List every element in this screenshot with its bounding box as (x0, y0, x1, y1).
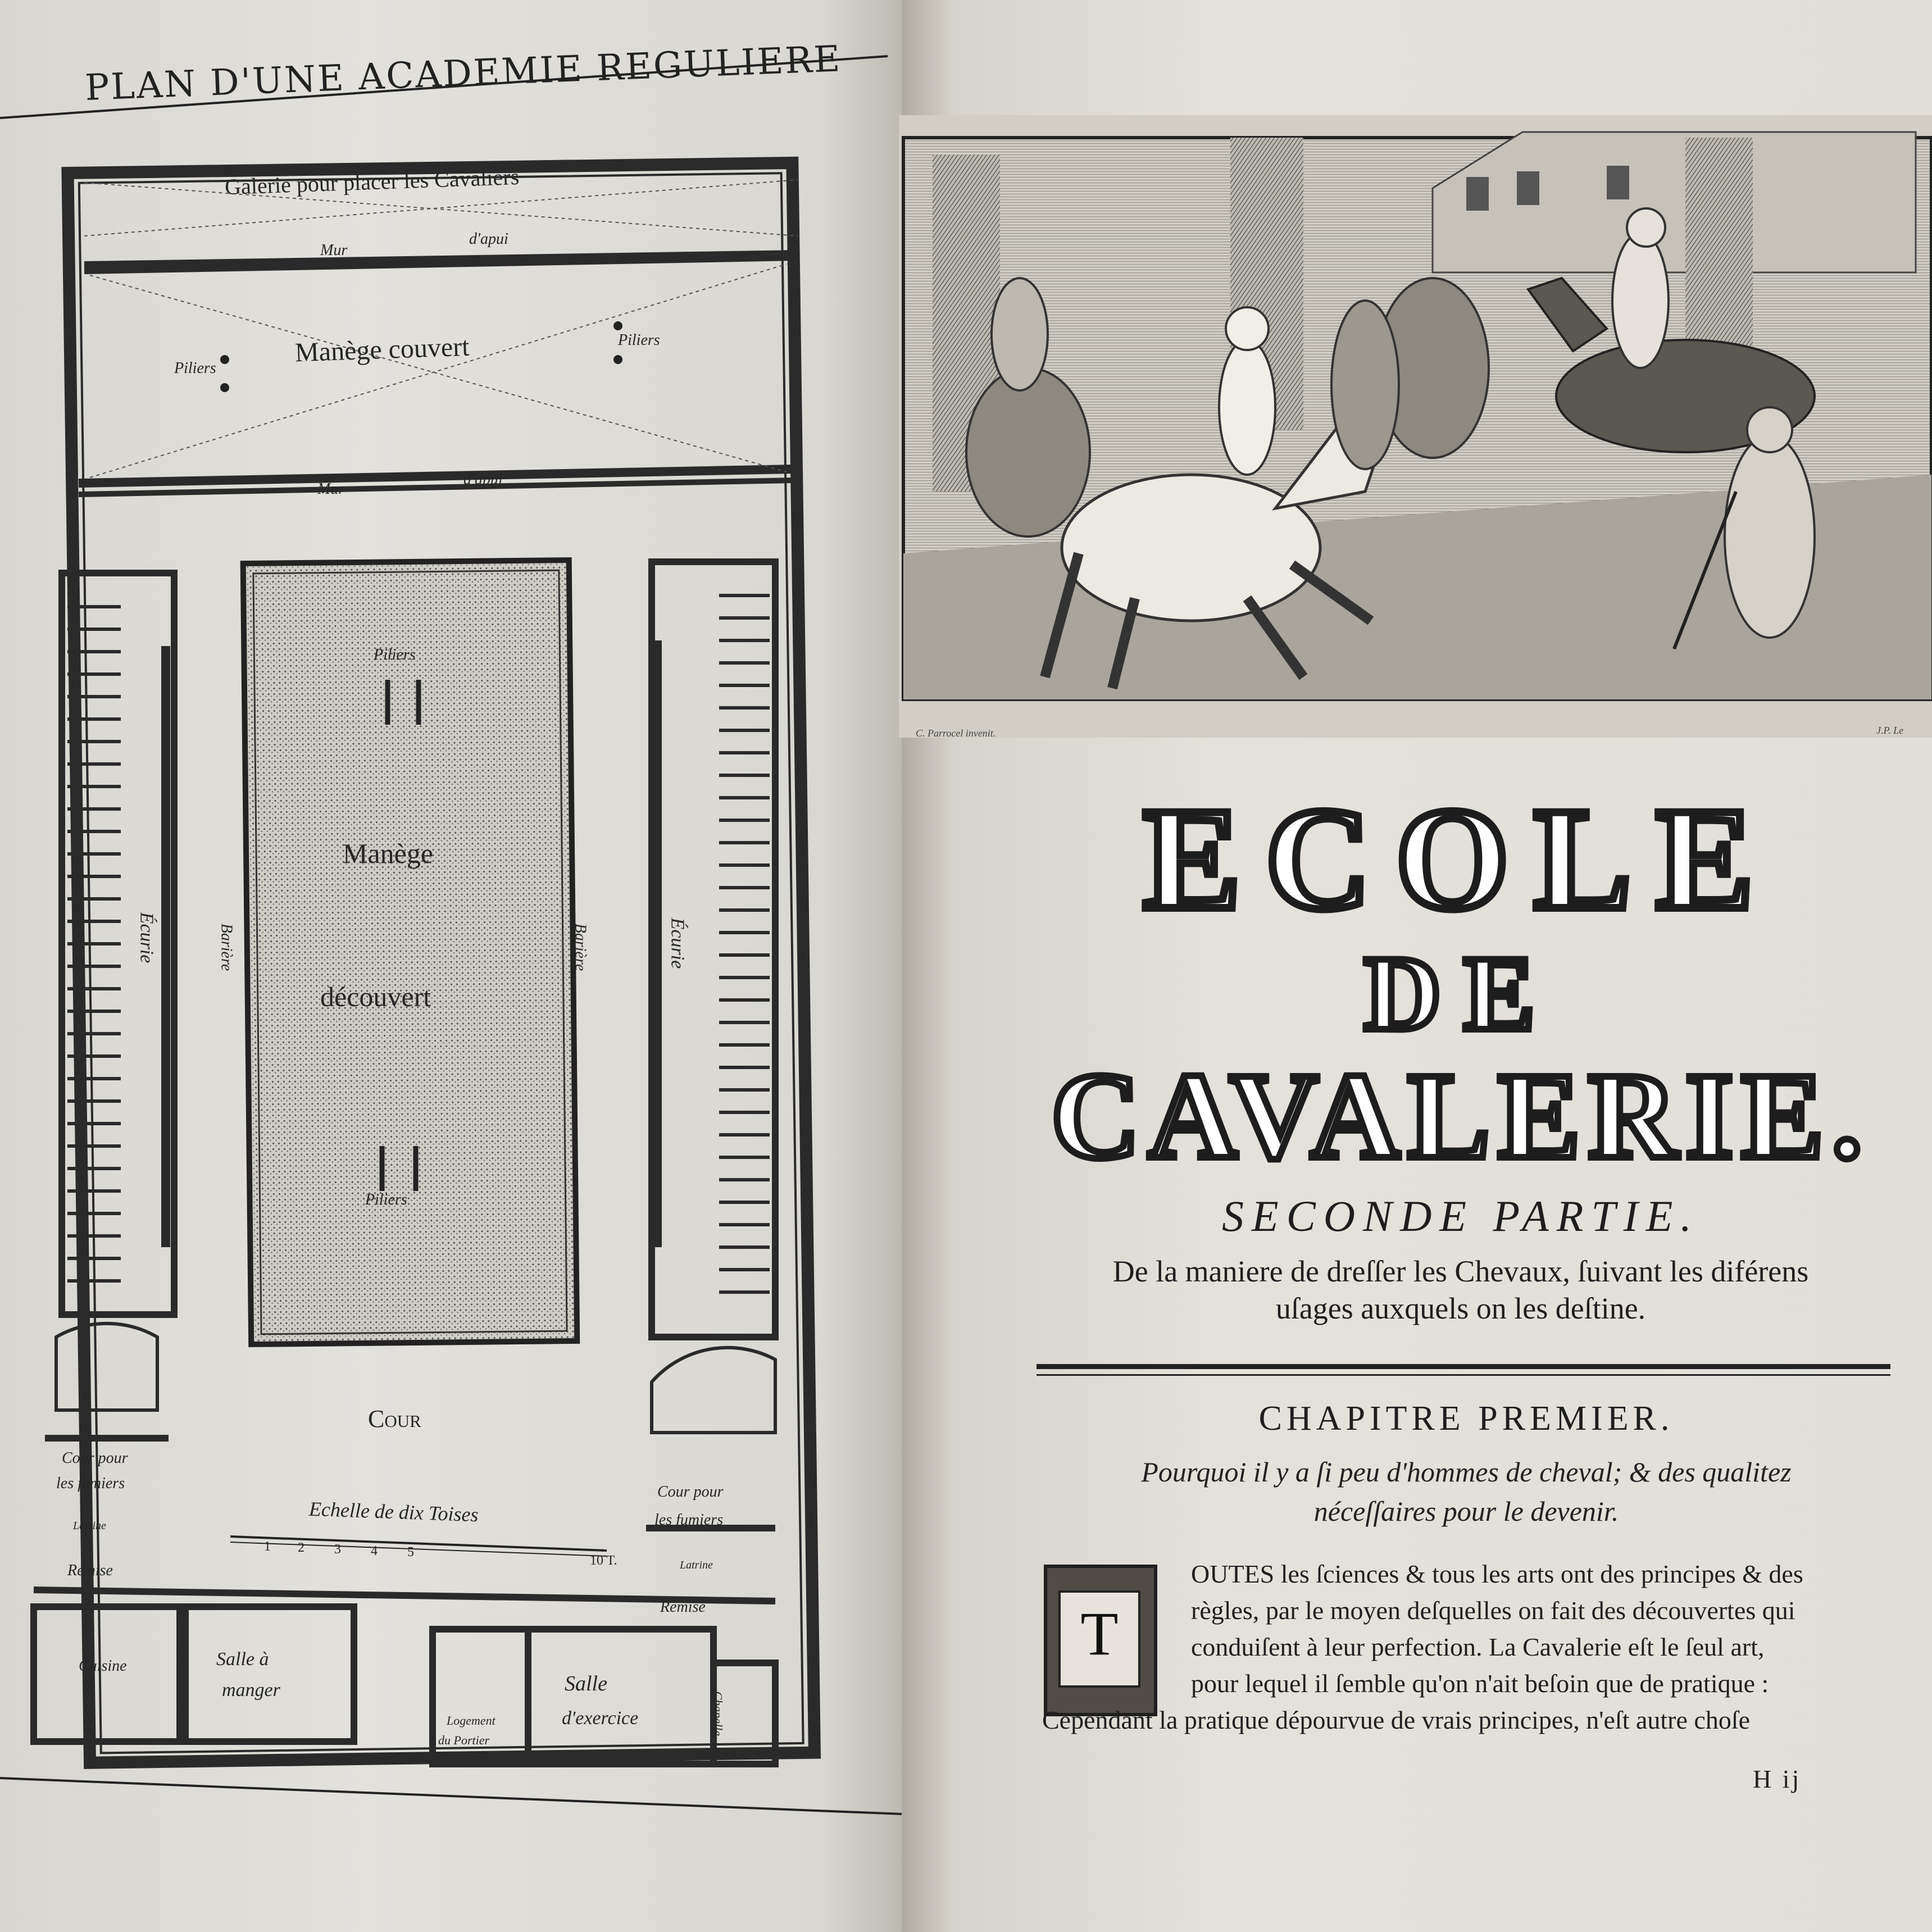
label-piliers-upper: Piliers (374, 646, 416, 663)
label-barriere-left: Barière (217, 923, 235, 971)
decorated-initial (1044, 1565, 1157, 1716)
title-cavalerie: CAVALERIE. (1051, 1047, 1871, 1184)
scale-tick-10: 10 T. (590, 1553, 617, 1568)
label-echelle: Echelle de dix Toises (308, 1497, 479, 1526)
label-latrine-right: Latrine (680, 1559, 713, 1571)
label-cour-fumiers-right-2: les fumiers (654, 1511, 724, 1529)
label-cour-fumiers-left-2: les fumiers (56, 1475, 125, 1492)
double-rule-thick (1037, 1364, 1890, 1369)
label-appui-top: d'apui (469, 230, 508, 248)
engraving-credit-left: C. Parrocel invenit. (916, 728, 996, 739)
label-galerie: Galerie pour placer les Cavaliers (224, 163, 520, 200)
label-remise-left: Remise (67, 1562, 113, 1579)
label-remise-right: Remise (660, 1598, 706, 1616)
body-line-2: règles, par le moyen deſquelles on fait des découvertes qui (1191, 1596, 1795, 1625)
label-salle-exercice-1: Salle (565, 1672, 607, 1695)
floor-plan (0, 0, 913, 1932)
subtitle-line-2: uſages auxquels on les deſtine. (1275, 1292, 1646, 1325)
scale-tick-2: 2 (298, 1540, 304, 1555)
double-rule-thin (1037, 1374, 1890, 1376)
label-chapelle: Chapelle. (711, 1691, 725, 1739)
label-mur-top: Mur (320, 242, 348, 259)
label-cour: Cour (368, 1405, 421, 1433)
part-heading: SECONDE PARTIE. (1222, 1192, 1699, 1240)
chapter-subtitle-line-1: Pourquoi il y a ſi peu d'hommes de cheval; & des qualitez (1141, 1456, 1792, 1488)
label-appui-bottom: d'apui (463, 471, 503, 488)
label-cuisine: Cuisine (79, 1657, 127, 1675)
chapter-subtitle (1039, 1452, 1893, 1531)
label-salle-manger-1: Salle à (216, 1649, 269, 1670)
dropcap-letter: T (1080, 1599, 1119, 1668)
title-ecole: ECOLE (1143, 778, 1779, 940)
plate-title: PLAN D'UNE ACADEMIE REGULIERE (84, 38, 843, 109)
scale-tick-1: 1 (264, 1539, 271, 1554)
label-piliers-lower: Piliers (365, 1191, 407, 1208)
label-mur-bottom: Mur (317, 480, 345, 498)
signature-mark: H ij (1753, 1765, 1802, 1793)
label-latrine-left: Latrine (73, 1520, 106, 1532)
scale-tick-5: 5 (407, 1545, 414, 1560)
chapter-heading: CHAPITRE PREMIER. (1258, 1399, 1674, 1438)
label-piliers-right: Piliers (618, 331, 660, 349)
body-line-3: conduiſent à leur perfection. La Cavalerie eſt le ſeul art, (1191, 1633, 1765, 1661)
label-salle-manger-2: manger (222, 1680, 280, 1701)
scale-tick-3: 3 (334, 1542, 341, 1557)
label-cour-fumiers-right-1: Cour pour (657, 1483, 724, 1501)
label-manege: Manège (343, 838, 434, 869)
body-line-1: OUTES les ſciences & tous les arts ont des principes & des (1191, 1560, 1803, 1588)
left-page (0, 0, 913, 1932)
engraving-credit-right: J.P. Le (1876, 725, 1904, 736)
title-de: DE (1364, 935, 1557, 1053)
label-piliers-left: Piliers (174, 360, 216, 377)
body-line-5: Cependant la pratique dépourvue de vrais principes, n'eſt autre choſe (1042, 1706, 1751, 1734)
engraving-plate (899, 115, 1932, 738)
chapter-subtitle-line-2: néceſſaires pour le devenir. (1313, 1495, 1619, 1527)
scale-tick-4: 4 (371, 1544, 378, 1558)
subtitle-line-1: De la maniere de dreſſer les Chevaux, ſuivant les diférens (1112, 1254, 1809, 1288)
body-line-4: pour lequel il ſemble qu'on n'ait beſoin que de pratique : (1191, 1669, 1769, 1698)
label-manege-couvert: Manège couvert (294, 331, 470, 368)
riding-school-engraving (899, 115, 1932, 738)
label-ecurie-right: Écurie (667, 917, 688, 969)
label-decouvert: découvert (320, 981, 431, 1012)
subtitle (1028, 1253, 1893, 1327)
label-cour-fumiers-left-1: Cour pour (62, 1449, 128, 1467)
label-barriere-right: Barière (571, 923, 589, 971)
label-salle-exercice-2: d'exercice (562, 1708, 639, 1729)
decorated-initial-panel (1058, 1590, 1140, 1688)
label-ecurie-left: Écurie (136, 912, 157, 963)
label-logement-2: du Portier (438, 1733, 490, 1747)
label-logement-1: Logement (447, 1713, 495, 1728)
